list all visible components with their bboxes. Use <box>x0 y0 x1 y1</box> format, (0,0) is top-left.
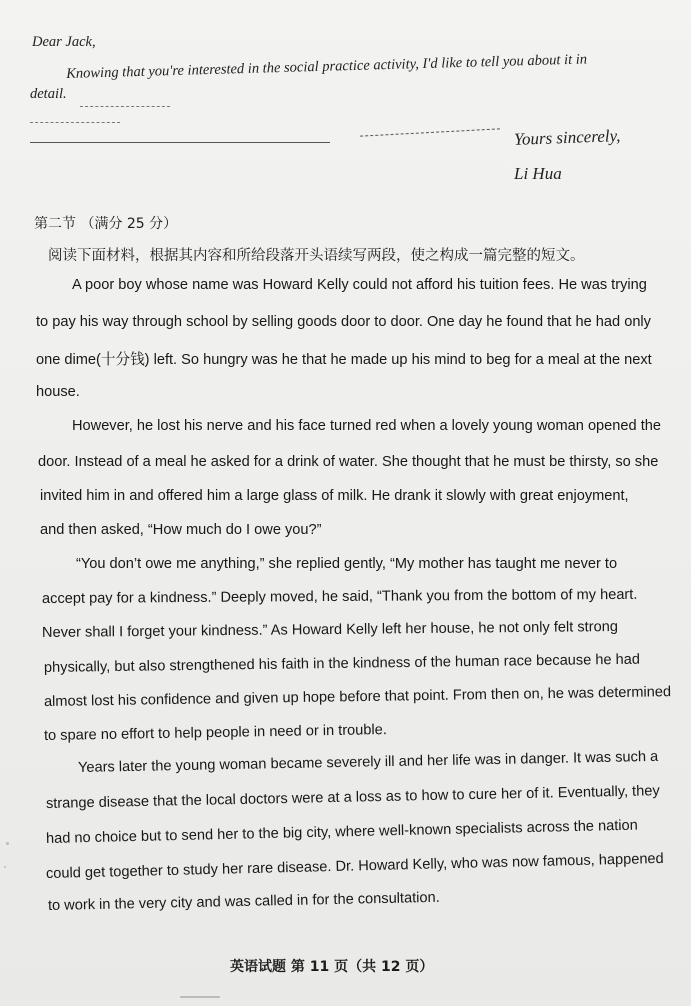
scan-speck <box>4 866 6 868</box>
story-line: to pay his way through school by selling goods door to door. One day he found that he had only <box>36 314 651 330</box>
letter-closing: Yours sincerely, <box>513 126 621 149</box>
letter-intro-text: Knowing that you're interested in the social practice activity, I'd like to tell you about it in <box>66 51 588 82</box>
story-line: could get together to study her rare disease. Dr. Howard Kelly, who was now famous, happened <box>45 850 664 882</box>
story-line: door. Instead of a meal he asked for a drink of water. She thought that he must be thirsty, so she <box>38 454 659 470</box>
section-instruction: 阅读下面材料，根据其内容和所给段落开头语续写两段，使之构成一篇完整的短文。 <box>48 248 585 264</box>
writing-blank-line <box>80 106 170 107</box>
story-line: house. <box>36 384 80 400</box>
story-line: physically, but also strengthened his faith in the kindness of the human race because he had <box>43 651 641 676</box>
story-line: However, he lost his nerve and his face turned red when a lovely young woman opened the <box>72 418 661 434</box>
page-footer: 英语试题 第 11 页（共 12 页） <box>230 959 434 975</box>
scan-speck <box>180 996 220 998</box>
letter-signature: Li Hua <box>514 164 562 183</box>
story-line: invited him in and offered him a large glass of milk. He drank it slowly with great enjoyment, <box>40 488 629 504</box>
section-heading: 第二节 （满分 25 分） <box>34 216 178 232</box>
letter-intro-continuation: detail. <box>30 86 67 102</box>
writing-blank-line <box>30 142 330 143</box>
story-line: strange disease that the local doctors were at a loss as to how to cure her of it. Eventually, they <box>45 783 660 812</box>
scan-speck <box>6 842 9 845</box>
writing-blank-line <box>360 128 500 136</box>
letter-salutation: Dear Jack, <box>32 34 96 50</box>
story-line: “You don’t owe me anything,” she replied gently, “My mother has taught me never to <box>76 556 618 572</box>
story-line: one dime(十分钱) left. So hungry was he that he made up his mind to beg for a meal at the next <box>36 352 652 368</box>
story-line: accept pay for a kindness.” Deeply moved, he said, “Thank you from the bottom of my heart. <box>41 586 638 607</box>
story-line: to work in the very city and was called in for the consultation. <box>47 889 440 914</box>
story-line: A poor boy whose name was Howard Kelly could not afford his tuition fees. He was trying <box>72 277 647 293</box>
story-line: almost lost his confidence and given up hope before that point. From then on, he was determined <box>43 684 672 710</box>
story-line: Never shall I forget your kindness.” As Howard Kelly left her house, he not only felt strong <box>41 618 618 641</box>
story-line: and then asked, “How much do I owe you?” <box>40 522 322 538</box>
writing-blank-line <box>30 122 120 123</box>
story-line: to spare no effort to help people in need or in trouble. <box>43 722 388 744</box>
letter-intro <box>66 49 676 83</box>
story-line: had no choice but to send her to the big city, where well-known specialists across the nation <box>45 817 638 847</box>
story-line: Years later the young woman became severely ill and her life was in danger. It was such a <box>77 748 659 776</box>
